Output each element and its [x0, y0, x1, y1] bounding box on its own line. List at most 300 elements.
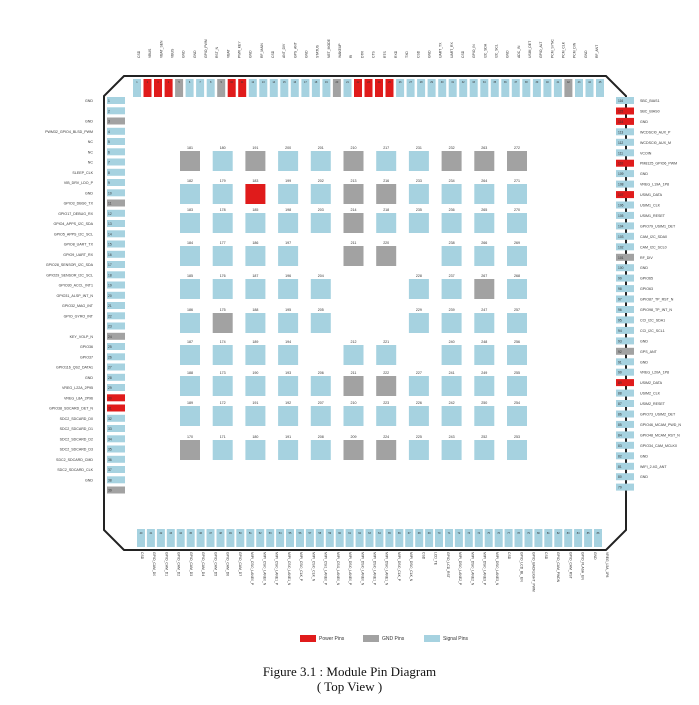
left-pin-label: KEY_VOLP_N: [69, 334, 93, 339]
inner-pad-number: 206: [317, 371, 324, 375]
bottom-pin-number: 42: [159, 532, 163, 535]
inner-pad: [344, 440, 364, 460]
top-pin-label: DTR: [360, 51, 365, 58]
inner-pad-number: 214: [350, 208, 357, 212]
bottom-pin-label: GPIO_CAM_D1: [164, 552, 169, 577]
inner-pad: [311, 440, 331, 460]
right-pin-label: VCOIN: [640, 151, 652, 156]
right-pin-label: GPIO87_TP_RST_N: [640, 297, 674, 302]
inner-pad: [442, 440, 462, 460]
bottom-pin-number: 40: [139, 532, 143, 535]
top-pin-number: 15: [282, 81, 286, 84]
inner-pad-number: 201: [317, 146, 324, 150]
left-pin-label: GPIO5_APPS_I2C_SCL: [53, 232, 93, 237]
left-pin-number: 10: [108, 191, 112, 196]
top-pin-number: 8: [210, 81, 212, 84]
inner-pad-number: 187: [187, 340, 193, 344]
inner-pad: [311, 313, 331, 333]
top-pin-label: STATUS: [315, 45, 320, 58]
top-pin-number: 45: [598, 81, 602, 84]
top-pin-label: RF_ANT: [595, 44, 599, 58]
inner-pad-number: 178: [219, 208, 226, 212]
right-pin-number: 103: [618, 234, 624, 239]
left-pin-number: 27: [108, 365, 112, 370]
left-pin-number: 34: [108, 437, 112, 442]
left-pin-number: 23: [108, 324, 112, 329]
bottom-pin-number: 51: [248, 532, 252, 535]
inner-pad-number: 174: [219, 340, 226, 344]
left-pin-label: GND: [85, 119, 93, 124]
inner-pad-number: 175: [219, 308, 226, 312]
bottom-pin-number: 73: [467, 532, 471, 535]
inner-pad-number: 181: [187, 146, 193, 150]
top-pin-number: 22: [356, 81, 360, 84]
left-pin-number: 12: [108, 211, 112, 216]
top-pin-label: RI: [349, 54, 354, 58]
top-pin-label: GPIO_ALT: [539, 41, 544, 58]
left-pin-label: GPIO3_DBG0_TX: [63, 201, 93, 206]
inner-pad-number: 252: [481, 435, 488, 439]
left-pin-number: 31: [108, 406, 112, 411]
bottom-pin-label: GPIO_CAM_D5: [213, 552, 218, 577]
bottom-pin-number: 65: [388, 532, 391, 535]
top-pin-label: PCM_DIN: [572, 42, 577, 58]
inner-pad: [344, 376, 364, 396]
inner-pad: [278, 376, 298, 396]
right-pin-label: VREG_L20A_1P8: [640, 370, 669, 375]
inner-pad: [245, 345, 265, 365]
inner-pad-number: 182: [187, 179, 193, 183]
inner-pad-number: 216: [383, 179, 390, 183]
right-pin-number: 101: [618, 255, 624, 260]
right-pin-label: WCDSCI0_AUX_M: [640, 140, 671, 145]
bottom-pin-number: 86: [596, 532, 600, 535]
top-pin-number: 11: [240, 81, 244, 84]
top-pin-label: RF_MAIN: [259, 43, 264, 58]
inner-pad: [442, 406, 462, 426]
inner-pad: [474, 313, 494, 333]
top-pin-label: GND: [181, 50, 186, 58]
top-pin-number: 9: [220, 81, 222, 84]
inner-pad-number: 218: [383, 208, 390, 212]
bottom-pin-label: MIPI_DSI0_CLK_N: [409, 552, 414, 582]
left-pin-number: 3: [108, 119, 110, 124]
inner-pad-number: 186: [187, 308, 193, 312]
inner-pad: [278, 440, 298, 460]
top-pin-number: 4: [167, 81, 170, 84]
inner-pad: [442, 213, 462, 233]
right-pin-number: 93: [618, 339, 622, 344]
inner-pad: [278, 184, 298, 204]
top-pin-label: GPIO_PWM: [204, 39, 208, 58]
inner-pad: [507, 213, 527, 233]
left-pin-label: GND: [85, 191, 93, 196]
left-pin-number: 11: [108, 201, 112, 206]
inner-pad-number: 220: [383, 241, 390, 245]
left-pin-label: GND: [85, 99, 93, 103]
bottom-pin-label: MIPI_DSI0_LANE1_P: [372, 552, 377, 586]
inner-pad-number: 196: [285, 274, 292, 278]
left-pin-number: 5: [108, 140, 110, 144]
inner-pad-number: 266: [481, 241, 488, 245]
right-pin-number: 114: [618, 119, 624, 124]
top-pin-label: CTS: [371, 51, 376, 58]
inner-pad-number: 263: [481, 146, 488, 150]
left-pin-number: 14: [108, 232, 112, 237]
inner-pad: [245, 440, 265, 460]
top-pin-number: 2: [146, 81, 149, 84]
left-pin-number: 18: [108, 273, 112, 278]
top-pin-label: VBUS: [148, 48, 153, 58]
top-pin-number: 27: [409, 81, 412, 84]
bottom-pin-number: 45: [189, 532, 193, 535]
inner-pad-number: 183: [252, 179, 259, 183]
inner-pad: [311, 184, 331, 204]
top-pin-number: 24: [377, 81, 381, 84]
inner-pad: [245, 313, 265, 333]
inner-pad-number: 237: [448, 274, 455, 278]
inner-pad-number: 223: [383, 401, 390, 405]
bottom-pin-label: GPIO_CAM_D0: [152, 552, 157, 577]
inner-pad-number: 191: [252, 146, 259, 150]
inner-pad: [474, 279, 494, 299]
right-pin-number: 104: [618, 224, 624, 229]
bottom-pin-label: GPIO_CAM_D4: [201, 552, 206, 577]
left-pin-label: VREG_L22A_2P95: [62, 386, 93, 390]
right-pin-number: 99: [618, 276, 622, 281]
right-pin-label: GPIO46_MCAM_PWD_N: [640, 422, 681, 427]
top-pin-number: 30: [440, 81, 444, 84]
left-pin-label: GND: [85, 375, 93, 380]
right-pin-number: 88: [618, 391, 622, 396]
bottom-pin-number: 61: [348, 532, 351, 535]
top-pin-number: 1: [136, 81, 138, 84]
inner-pad-number: 257: [514, 308, 520, 312]
right-pin-number: 102: [618, 245, 624, 250]
inner-pad-number: 268: [514, 274, 520, 278]
inner-pad: [507, 279, 527, 299]
right-pin-number: 89: [618, 381, 622, 386]
right-pin-label: PM8125_GPIO6_PWM: [640, 161, 678, 166]
right-pin-number: 81: [618, 464, 622, 469]
top-pin-number: 23: [367, 81, 370, 84]
right-pin-number: 84: [618, 433, 622, 438]
top-pin-label: GPIO_IN: [472, 44, 477, 58]
top-pin-label: VBAT_SEN: [159, 40, 164, 58]
right-pin-label: USIM2_RESET: [640, 402, 665, 406]
bottom-pin-number: 48: [219, 532, 222, 535]
right-pin-number: 115: [618, 109, 624, 114]
left-pin-label: SDC2_SDCARD_D1: [59, 427, 93, 431]
top-pin-label: CSD: [271, 50, 275, 58]
top-pin-label: ADC_IN: [516, 45, 521, 58]
left-pin-label: VIB_DRV_LDO_P: [63, 181, 93, 185]
inner-pad: [245, 279, 265, 299]
inner-pad-number: 269: [514, 241, 520, 245]
inner-pad: [213, 406, 233, 426]
right-pin-number: 113: [618, 130, 624, 135]
inner-pad: [278, 213, 298, 233]
inner-pad: [213, 246, 233, 266]
inner-pad-number: 211: [350, 371, 357, 375]
inner-pad: [409, 440, 429, 460]
top-pin-number: 39: [535, 81, 539, 84]
inner-pad: [213, 345, 233, 365]
inner-pad: [213, 440, 233, 460]
right-pin-number: 111: [618, 151, 624, 156]
inner-pad: [376, 345, 396, 365]
inner-pad: [180, 184, 200, 204]
top-pin-number: 38: [524, 81, 528, 84]
bottom-pin-label: GPIO_CAM_RST: [568, 552, 573, 579]
left-pin-number: 20: [108, 293, 112, 298]
inner-pad: [409, 151, 429, 171]
left-pin-label: SDC2_SDCARD_CMD: [56, 457, 93, 462]
bottom-pin-number: 85: [586, 532, 590, 535]
bottom-pin-number: 62: [358, 532, 361, 535]
inner-pad: [344, 345, 364, 365]
inner-pad-number: 248: [481, 340, 488, 344]
inner-pad: [376, 440, 396, 460]
bottom-pin-number: 76: [497, 532, 501, 535]
inner-pad: [442, 376, 462, 396]
top-pin-label: CSD: [461, 50, 465, 58]
legend-gnd-label: GND Pins: [382, 635, 405, 642]
bottom-pin-number: 81: [546, 532, 550, 535]
bottom-pin-label: MIPI_DSI0_LANE0_P: [348, 552, 352, 586]
left-pin-label: SDC2_SDCARD_D0: [59, 416, 93, 421]
top-pin-number: 6: [188, 81, 191, 84]
right-pin-number: 108: [618, 182, 624, 187]
inner-pad-number: 170: [187, 435, 193, 439]
inner-pad: [409, 213, 429, 233]
inner-pad: [311, 279, 331, 299]
top-pin-number: 43: [577, 81, 581, 84]
right-pin-label: USIM2_CLK: [640, 391, 660, 396]
inner-pad: [507, 151, 527, 171]
top-pin-labels: [137, 38, 599, 58]
bottom-pin-label: CSD: [140, 552, 144, 560]
top-pin-label: PCM_CLK: [561, 41, 566, 58]
inner-pad-number: 221: [383, 340, 390, 344]
inner-pad: [474, 376, 494, 396]
bottom-pin-label: MIPI_DSI0_LANE3_N: [494, 552, 499, 586]
top-pin-number: 32: [461, 81, 465, 84]
top-pins: [133, 79, 604, 97]
top-pin-label: ANT_DIV: [282, 43, 287, 58]
inner-pad-number: 173: [219, 371, 226, 375]
inner-pad: [180, 345, 200, 365]
bottom-pin-number: 71: [447, 532, 451, 535]
right-pin-label: VREG_L19A_1P8: [640, 182, 669, 187]
bottom-pin-label: LCD_TE: [433, 552, 438, 566]
left-pin-label: GPIO9_UART_RX: [63, 252, 93, 257]
left-pin-label: GPIO38_SDCARD_DET_N: [49, 406, 93, 411]
bottom-pin-number: 49: [229, 532, 232, 535]
inner-pad-number: 241: [448, 371, 455, 375]
top-pin-number: 34: [482, 81, 486, 84]
bottom-pin-label: GPIO_CAM_PWDN: [556, 552, 561, 583]
top-pin-number: 17: [304, 81, 307, 84]
inner-pad: [344, 406, 364, 426]
inner-pad-number: 253: [514, 435, 520, 439]
right-pin-label: RF_DIV: [640, 255, 653, 260]
inner-pad-number: 255: [514, 371, 520, 375]
inner-pad: [507, 376, 527, 396]
left-pin-label: GPIO28_SENSOR_I2C_SDA: [45, 263, 93, 267]
inner-pad: [213, 184, 233, 204]
bottom-pin-label: GPIO_FLASH_EN: [580, 552, 585, 580]
bottom-pin-label: GPIO_CAM_D7: [237, 552, 242, 577]
inner-pad: [409, 184, 429, 204]
top-pin-number: 3: [157, 81, 159, 84]
left-pin-label: GPIO37: [80, 355, 93, 360]
bottom-pin-label: VREG_L5A_1P8: [605, 552, 609, 578]
inner-pad: [180, 406, 200, 426]
inner-pad: [507, 345, 527, 365]
inner-pad-number: 198: [285, 208, 292, 212]
right-pin-label: GND: [640, 172, 648, 177]
right-pin-number: 96: [618, 308, 622, 312]
right-pin-label: CAM_I2C_SDA0: [640, 234, 667, 239]
bottom-pin-number: 46: [199, 532, 202, 535]
inner-pad: [278, 313, 298, 333]
top-pin-label: I2C_SCL: [494, 44, 499, 58]
right-pin-label: GPS_ANT: [640, 349, 657, 354]
bottom-pins: [137, 529, 609, 592]
left-pin-label: GND: [85, 478, 93, 483]
bottom-pin-number: 52: [258, 532, 262, 535]
bottom-pin-label: GPIO_CAM_D6: [225, 552, 230, 577]
top-pin-number: 16: [293, 81, 297, 84]
legend-power: [300, 635, 344, 642]
inner-pad: [474, 406, 494, 426]
right-pin-label: CCI_I2C_SDA1: [640, 318, 666, 323]
figure-subcaption: ( Top View ): [316, 679, 383, 694]
bottom-pin-label: MIPI_DSI0_LANE0_N: [360, 552, 365, 586]
inner-pad-number: 235: [415, 208, 422, 212]
top-pin-label: NET_MODE: [326, 39, 331, 58]
bottom-pin-label: MIPI_DSI0_CLK_P: [397, 552, 401, 582]
inner-pad-number: 249: [481, 371, 488, 375]
bottom-pin-number: 58: [318, 532, 322, 535]
inner-pad-number: 231: [415, 146, 422, 150]
right-pin-label: SBC_BIAS1: [640, 99, 660, 103]
top-pin-label: GND: [427, 50, 432, 58]
inner-pad-number: 210: [350, 146, 357, 150]
right-pin-number: 116: [618, 99, 624, 103]
inner-pad: [442, 313, 462, 333]
bottom-pin-number: 70: [437, 532, 441, 535]
bottom-pin-label: MIPI_CSI1_LANE0_N: [335, 552, 340, 586]
inner-pad: [344, 151, 364, 171]
top-pin-label: RXD: [393, 50, 398, 58]
bottom-pin-number: 56: [298, 532, 302, 535]
left-pin-number: 25: [108, 345, 112, 349]
right-pin-label: USIM1_RESET: [640, 213, 665, 218]
top-pin-number: 35: [493, 81, 497, 84]
inner-pad: [213, 313, 233, 333]
left-pin-number: 4: [108, 129, 110, 134]
inner-pad-number: 243: [448, 435, 455, 439]
inner-pad-number: 226: [415, 401, 422, 405]
top-pin-number: 31: [451, 81, 455, 84]
right-pin-number: 94: [618, 328, 622, 333]
inner-pad-number: 202: [317, 179, 324, 183]
inner-pad-number: 186: [252, 241, 259, 245]
inner-pad-number: 188: [252, 308, 259, 312]
top-pin-number: 37: [514, 81, 518, 84]
left-pin-number: 29: [108, 386, 112, 390]
inner-pad-number: 179: [219, 179, 226, 183]
left-pin-label: NC: [87, 140, 93, 144]
left-pin-number: 32: [108, 416, 112, 421]
top-pin-number: 12: [251, 81, 255, 84]
right-pin-label: WCDSCI0_AUX_P: [640, 130, 671, 135]
left-pin-number: 26: [108, 355, 112, 360]
left-pin-label: NC: [87, 160, 93, 165]
left-pin-number: 37: [108, 468, 112, 472]
bottom-pin-label: GND: [592, 552, 597, 560]
right-pin-label: GND: [640, 266, 648, 271]
top-pin-number: 33: [472, 81, 476, 84]
inner-pad-number: 190: [252, 371, 259, 375]
left-pin-label: GPIO31_ALSP_INT_N: [56, 293, 93, 298]
left-pin-number: 38: [108, 478, 112, 483]
left-pin-label: SDC2_SDCARD_D3: [59, 447, 93, 452]
right-pin-label: WIFI_2.4G_ANT: [640, 464, 667, 469]
right-pin-label: GPIO73_USIM2_DET: [640, 412, 676, 417]
inner-pad-number: 177: [219, 241, 226, 245]
bottom-pin-label: MIPI_CSI0_LANE0_P: [250, 552, 255, 586]
left-pin-number: 30: [108, 396, 112, 401]
top-pin-label: UART_TX: [438, 42, 443, 58]
left-pin-label: SDC2_SDCARD_CLK: [57, 468, 93, 472]
bottom-pin-label: MIPI_CSI0_LANE1_P: [274, 552, 279, 586]
inner-pad-number: 242: [448, 401, 455, 405]
bottom-pin-number: 77: [507, 532, 510, 535]
bottom-pin-number: 82: [556, 532, 560, 535]
right-pin-label: GND: [640, 339, 648, 344]
inner-pad-number: 185: [252, 208, 259, 212]
inner-pad-number: 236: [448, 208, 455, 212]
top-pin-label: VBAT: [226, 49, 231, 58]
inner-pad: [344, 184, 364, 204]
left-pin-label: GPIO36: [80, 345, 93, 349]
inner-pad: [180, 440, 200, 460]
bottom-pin-label: MIPI_CSI0_LANE1_N: [286, 552, 291, 586]
inner-pad-number: 256: [514, 340, 520, 344]
bottom-pin-number: 43: [169, 532, 173, 535]
inner-pad-number: 254: [514, 401, 520, 405]
inner-pad: [344, 246, 364, 266]
inner-pad-number: 180: [219, 146, 226, 150]
inner-pad: [213, 213, 233, 233]
inner-pad-number: 183: [187, 208, 193, 212]
inner-pad: [442, 279, 462, 299]
inner-pad-number: 193: [285, 371, 292, 375]
top-pin-number: 10: [230, 81, 234, 84]
right-pin-number: 87: [618, 402, 622, 406]
inner-pad-number: 224: [383, 435, 390, 439]
inner-pad: [278, 279, 298, 299]
inner-pad-number: 199: [285, 179, 292, 183]
inner-pad-number: 227: [415, 371, 422, 375]
bottom-pin-label: MIPI_DSI0_LANE2_P: [458, 552, 463, 586]
inner-pad-number: 200: [285, 146, 292, 150]
bottom-pin-label: GPIO_BACKLIGHT_PWM: [531, 552, 536, 592]
inner-pad: [245, 376, 265, 396]
